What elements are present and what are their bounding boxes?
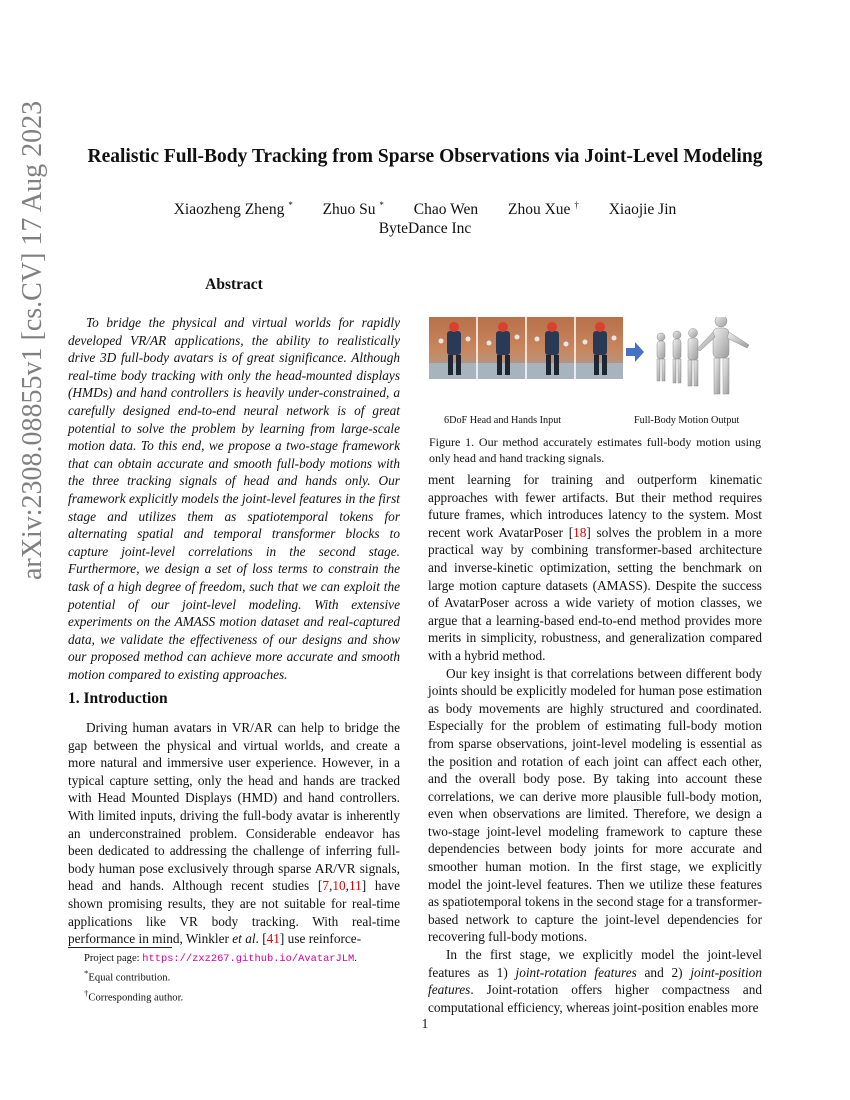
- input-photo-strip: [429, 317, 623, 379]
- abstract-heading: Abstract: [205, 276, 263, 293]
- citation-link[interactable]: 7: [322, 878, 329, 894]
- figure-1-caption: Figure 1. Our method accurately estimates full-body motion using only head and hand tracking signals.: [429, 435, 761, 465]
- output-mesh-figures: [657, 317, 749, 394]
- author: Zhuo Su *: [322, 200, 384, 218]
- citation-link[interactable]: 11: [348, 878, 362, 894]
- footnote-project: Project page: https://zxz267.github.io/AvatarJLM.: [84, 953, 357, 965]
- arrow-right-icon: [626, 342, 644, 362]
- figure-label-input: 6DoF Head and Hands Input: [444, 415, 562, 426]
- footnotes: [68, 952, 400, 1005]
- introduction-heading: 1. Introduction: [68, 690, 168, 707]
- paper-title: Realistic Full-Body Tracking from Sparse Observations via Joint-Level Modeling: [87, 146, 763, 167]
- author: Zhou Xue †: [508, 200, 579, 218]
- author: Xiaozheng Zheng *: [173, 200, 293, 218]
- figure-1-image: [429, 317, 759, 417]
- project-url-link[interactable]: https://zxz267.github.io/AvatarJLM: [142, 953, 355, 965]
- citation-link[interactable]: 18: [573, 524, 587, 540]
- abstract-body: To bridge the physical and virtual worlds for rapidly developed VR/AR applications, the ability to realistically drive 3D full-body avatars is of great significance. Although real-time body tracking with only the head-mounted displays (HMDs) and hand controllers is heavily under-constrained, a carefully designed end-to-end neural network is of great potential to solve the problem by learning from large-scale motion data. To this end, we propose a two-stage framework that can obtain accurate and smooth full-body motions with the three tracking signals of head and hands only. Our framework explicitly models the joint-level features in the first stage and utilizes them as spatiotemporal tokens for alternating spatial and temporal transformer blocks to capture joint-level correlations in the second stage. Furthermore, we design a set of loss terms to constrain the task of a high degree of freedom, such that we can exploit the potential of our joint-level modeling. With extensive experiments on the AMASS motion dataset and real-captured data, we validate the effectiveness of our designs and show our proposed method can achieve more accurate and smooth motion compared to existing approaches.: [68, 315, 400, 682]
- footnote-corresponding: †Corresponding author.: [84, 987, 184, 1004]
- figure-label-output: Full-Body Motion Output: [634, 415, 740, 426]
- introduction-body: Driving human avatars in VR/AR can help to bridge the gap between the physical and virtual worlds, and create a more natural and immersive user experience. However, in a typical capture setting, only the head and hands are tracked with Head Mounted Displays (HMD) and hand controllers. With limited inputs, driving the full-body avatar is inherently an underconstrained problem. Considerable endeavor has been dedicated to addressing the challenge of inferring full-body human pose exclusively through sparse AR/VR signals, head and hands. Although recent studies [7,10,11] have shown promising results, they are not suitable for real-time applications like VR body tracking. With real-time performance in mind, Winkler et al. [41] use reinforce-: [68, 720, 401, 947]
- citation-link[interactable]: 10: [332, 878, 346, 894]
- citation-link[interactable]: 41: [266, 931, 280, 947]
- footnote-rule: [68, 947, 172, 948]
- author: Chao Wen: [413, 201, 479, 218]
- footnote-equal: *Equal contribution.: [84, 968, 171, 984]
- author: Xiaojie Jin: [608, 201, 677, 218]
- arxiv-sidebar-id: arXiv:2308.08855v1 [cs.CV] 17 Aug 2023: [17, 100, 48, 580]
- author-list: [0, 200, 850, 219]
- page-number: 1: [421, 1016, 429, 1031]
- right-column-body: ment learning for training and outperform kinematic approaches with fewer artifacts. But their method requires future frames, which introduces latency to the system. Most recent work AvatarPoser [18] solves the problem in a more practical way by combining transformer-based architecture and inverse-kinetic optimization, setting the benchmark on large motion capture datasets (AMASS). Despite the success of AvatarPoser across a wide variety of motion classes, we argue that a learning-based end-to-end method provides more merits in simplicity, robustness, and generalization compared with a hybrid method. Our key insight is that correlations between different body joints should be explicitly modeled for human pose estimation as body movements are highly structured and coordinated. Especially for the problem of estimating full-body motion from sparse observations, joint-level modeling is essential as the position and rotation of each joint can affect each other, and the overall body pose. By taking into account these correlations, we can derive more plausible full-body motion, even when observations are limited. Therefore, we design a two-stage joint-level modeling framework to capture these dependencies between body joints for more accurate and smoother human motion. In the first stage, we explicitly model the joint-level features. Then we utilize these features as spatiotemporal tokens in the second stage for a transformer-based network to capture the joint-level dependencies for recovering full-body motions. In the first stage, we explicitly model the joint-level features as 1) joint-rotation features and 2) joint-position features. Joint-rotation offers higher compactness and computational efficiency, whereas joint-position enables more: [428, 472, 762, 1015]
- affiliation: ByteDance Inc: [378, 220, 472, 237]
